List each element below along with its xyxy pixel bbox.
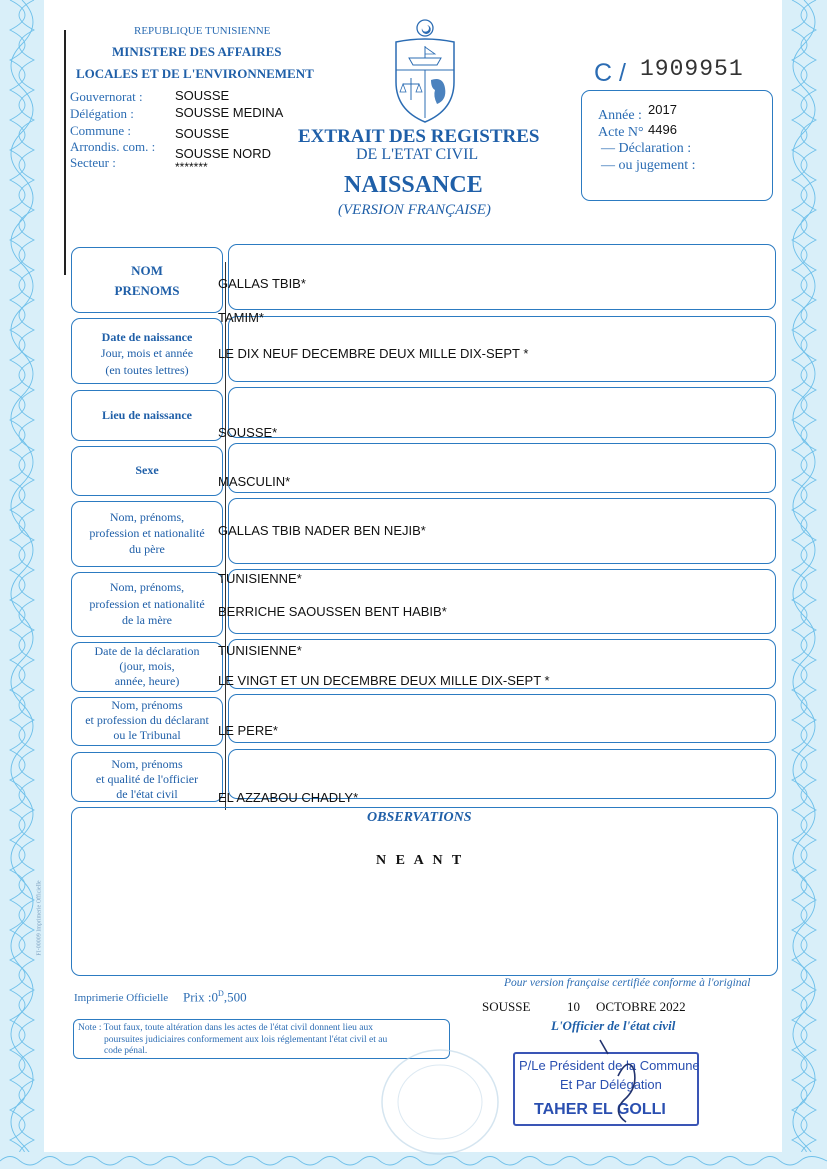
annee-label: Année :: [598, 108, 642, 123]
prenoms-label: PRENOMS: [114, 283, 180, 298]
note-line-2: poursuites judiciaires conformement aux lois réglementant l'état civil et au: [104, 1035, 388, 1045]
prix-superscript: D: [218, 989, 224, 998]
footer-day: 10: [567, 999, 580, 1014]
footer-month-year: OCTOBRE 2022: [596, 999, 686, 1014]
delegation-label: Délégation :: [70, 106, 134, 121]
declarant-label-2: et profession du déclarant: [85, 713, 209, 727]
decl-value: LE VINGT ET UN DECEMBRE DEUX MILLE DIX-SEPT *: [218, 673, 550, 688]
secteur-label: Secteur :: [70, 155, 116, 170]
lieu-value: SOUSSE*: [218, 425, 278, 440]
commune-value: SOUSSE: [175, 126, 230, 141]
row-nom-value-box: [228, 244, 776, 310]
commune-label: Commune :: [70, 123, 132, 138]
stamp-line-2: Et Par Délégation: [560, 1077, 662, 1092]
note-line-3: code pénal.: [104, 1046, 148, 1056]
date-value: LE DIX NEUF DECEMBRE DEUX MILLE DIX-SEPT *: [218, 346, 529, 361]
pere-value: GALLAS TBIB NADER BEN NEJIB*: [218, 523, 426, 538]
title-version: (VERSION FRANÇAISE): [338, 202, 491, 218]
footer-city: SOUSSE: [482, 999, 531, 1014]
sexe-value: MASCULIN*: [218, 474, 291, 489]
gouvernorat-label: Gouvernorat :: [70, 89, 143, 104]
date-label-1: Date de naissance: [101, 330, 193, 344]
right-guilloche-border: [782, 0, 827, 1169]
ministry-line2: LOCALES ET DE L'ENVIRONNEMENT: [76, 66, 314, 81]
stamp-line-1: P/Le Président de la Commune: [519, 1058, 700, 1073]
jugement-label: — ou jugement :: [601, 158, 696, 173]
prix-decimal: ,500: [223, 989, 247, 1005]
declarant-label-3: ou le Tribunal: [113, 728, 181, 742]
acte-label: Acte N°: [598, 125, 644, 140]
date-label-3: (en toutes lettres): [105, 363, 189, 377]
title-naissance: NAISSANCE: [344, 172, 483, 198]
mere-value: BERRICHE SAOUSSEN BENT HABIB*: [218, 604, 447, 619]
left-margin-line: [64, 30, 66, 275]
arrondis-value: SOUSSE NORD: [175, 146, 272, 161]
row-mere-value-box: [228, 569, 776, 634]
serial-number: 1909951: [640, 56, 744, 82]
pere-nationality: TUNISIENNE*: [218, 571, 302, 586]
date-label-2: Jour, mois et année: [100, 346, 194, 360]
pere-label-3: du père: [129, 542, 165, 556]
decl-label-2: (jour, mois,: [119, 659, 175, 673]
pere-label-1: Nom, prénoms,: [109, 510, 185, 524]
round-seal-icon: [378, 1046, 502, 1158]
prenom-value: TAMIM*: [218, 310, 264, 325]
printer-side-text: FI-00009 Imprimerie Officielle: [36, 880, 43, 956]
officier-label-1: Nom, prénoms: [111, 757, 183, 771]
mere-label-2: profession et nationalité: [89, 597, 205, 611]
coat-of-arms-icon: [391, 18, 459, 124]
row-nom-label-box: [71, 247, 223, 313]
nom-label: NOM: [131, 263, 163, 278]
republic-label: REPUBLIQUE TUNISIENNE: [134, 25, 271, 37]
note-line-1: Note : Tout faux, toute altération dans les actes de l'état civil donnent lieu aux: [78, 1023, 374, 1033]
nom-value: GALLAS TBIB*: [218, 276, 306, 291]
prix-label: [183, 989, 247, 1005]
signature-scribble: [588, 1036, 658, 1128]
stamp-line-3: TAHER EL GOLLI: [534, 1101, 666, 1118]
pere-label-2: profession et nationalité: [89, 526, 205, 540]
serial-prefix: C /: [594, 59, 626, 87]
delegation-value: SOUSSE MEDINA: [175, 105, 284, 120]
mere-label-3: de la mère: [122, 613, 172, 627]
officier-label-2: et qualité de l'officier: [95, 772, 199, 786]
title-extrait: EXTRAIT DES REGISTRES: [298, 126, 540, 147]
officier-label-3: de l'état civil: [116, 787, 178, 801]
decl-label-1: Date de la déclaration: [94, 644, 200, 658]
observations-box: [71, 807, 778, 976]
declaration-label: — Déclaration :: [601, 141, 692, 156]
ministry-line1: MINISTERE DES AFFAIRES: [112, 44, 282, 59]
declarant-label-1: Nom, prénoms: [111, 698, 183, 712]
prix-text: Prix :0: [183, 989, 219, 1005]
row-declarant-value-box: [228, 694, 776, 743]
row-lieu-value-box: [228, 387, 776, 438]
observations-value: N E A N T: [376, 853, 465, 868]
certified-text: Pour version française certifiée conforme à l'original: [504, 977, 751, 989]
lieu-label: Lieu de naissance: [101, 408, 192, 422]
left-guilloche-border: [0, 0, 44, 1169]
decl-label-3: année, heure): [114, 674, 180, 688]
observations-title: OBSERVATIONS: [367, 810, 472, 825]
secteur-value: *******: [175, 160, 208, 174]
officier-value: EL AZZABOU CHADLY*: [218, 790, 359, 805]
acte-value: 4496: [648, 122, 677, 137]
sexe-label: Sexe: [135, 463, 159, 477]
officer-title: L'Officier de l'état civil: [551, 1018, 676, 1033]
arrondis-label: Arrondis. com. :: [70, 139, 156, 154]
mere-label-1: Nom, prénoms,: [109, 580, 185, 594]
gouvernorat-value: SOUSSE: [175, 88, 230, 103]
declarant-value: LE PERE*: [218, 723, 278, 738]
row-sexe-value-box: [228, 443, 776, 493]
title-etat-civil: DE L'ETAT CIVIL: [356, 146, 479, 163]
imprimerie-label: Imprimerie Officielle: [74, 992, 169, 1004]
mere-nationality: TUNISIENNE*: [218, 643, 302, 658]
annee-value: 2017: [648, 102, 677, 117]
